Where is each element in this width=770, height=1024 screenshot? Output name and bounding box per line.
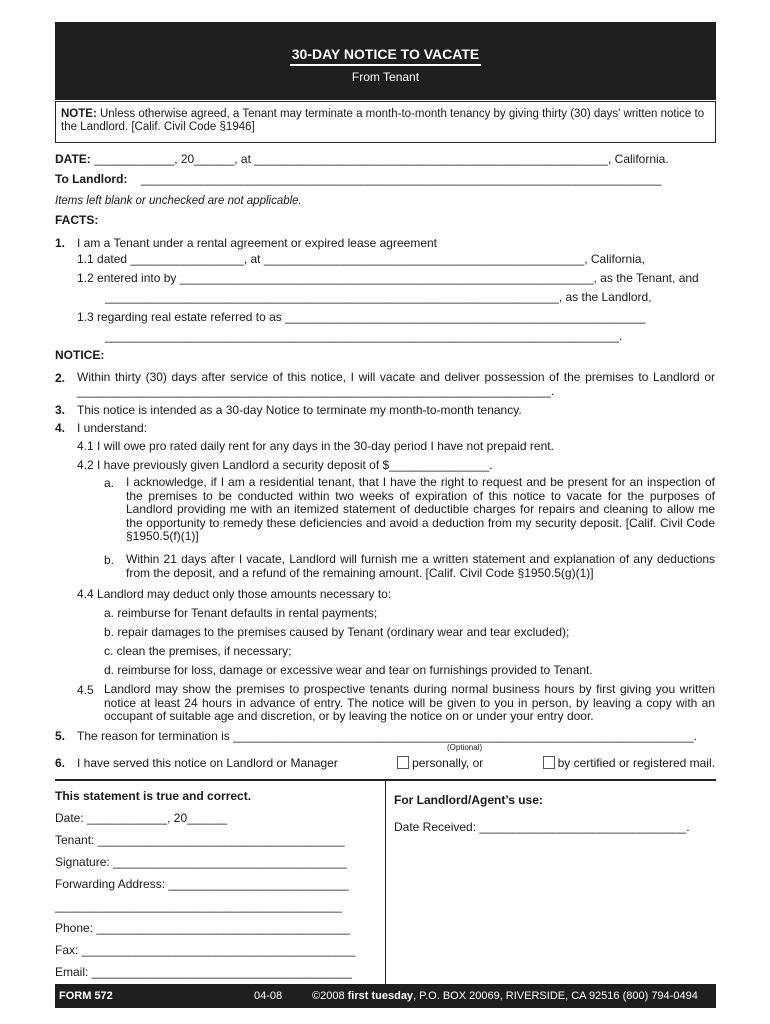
copyright-line: ©2008 first tuesday, P.O. BOX 20069, RIVERSIDE, CA 92516 (800) 794-0494 <box>312 990 698 1002</box>
item-6-row <box>77 756 715 770</box>
form-header <box>55 22 716 100</box>
tenant-field[interactable]: Tenant: _____________________________________ <box>55 833 345 847</box>
item-2-text: Within thirty (30) days after service of this notice, I will vacate and deliver possession of the premises to Landlord or _______________________________________________________________________. <box>77 370 715 398</box>
phone-field[interactable]: Phone: ______________________________________ <box>55 921 350 935</box>
item-2-number: 2. <box>55 371 66 385</box>
item-4-4-c: c. clean the premises, if necessary; <box>104 644 292 658</box>
item-4-5-text: Landlord may show the premises to prospective tenants during normal business hours by first giving you written notice at least 24 hours in advance of entry. The notice will be given to you in person, by leaving a copy with an occupant of suitable age and discretion, or by leaving the notice on or under your entry door. <box>104 682 715 723</box>
item-1-2-entered-field[interactable]: 1.2 entered into by ______________________________________________________________, as the Tenant, and <box>77 271 699 285</box>
item-1-3-property-field[interactable]: 1.3 regarding real estate referred to as ______________________________________________________ <box>77 310 646 324</box>
column-divider <box>385 781 386 984</box>
notice-heading: NOTICE: <box>55 348 105 362</box>
item-4-2-b-text: Within 21 days after I vacate, Landlord will furnish me a written statement and explanation of any deductions from the deposit, and a refund of the remaining amount. [Calif. Civil Code §1950.5(g)(1)] <box>126 552 715 580</box>
certified-mail-checkbox[interactable] <box>543 756 555 769</box>
forwarding-address-field[interactable]: Forwarding Address: ___________________________ <box>55 877 349 891</box>
item-4-number: 4. <box>55 421 66 435</box>
item-4-2-b-letter: b. <box>104 553 115 567</box>
statement-date-field[interactable]: Date: ____________, 20______ <box>55 811 228 825</box>
signature-field[interactable]: Signature: ___________________________________ <box>55 855 347 869</box>
item-4-text: I understand: <box>77 421 148 435</box>
item-4-5-number: 4.5 <box>77 683 94 697</box>
item-1-text: I am a Tenant under a rental agreement or expired lease agreement <box>77 236 437 250</box>
forwarding-address-field-2[interactable]: ___________________________________________ <box>55 899 342 913</box>
item-1-3-property-field-2[interactable]: _____________________________________________________________________________. <box>105 329 623 343</box>
item-1-2-landlord-field[interactable]: ____________________________________________________________________, as the Landlord, <box>105 290 652 304</box>
to-landlord-label: To Landlord: <box>55 172 128 186</box>
item-5-number: 5. <box>55 729 66 743</box>
form-revision-date: 04-08 <box>254 990 283 1002</box>
item-4-4-b: b. repair damages to the premises caused by Tenant (ordinary wear and tear excluded); <box>104 625 570 639</box>
landlord-use-heading: For Landlord/Agent’s use: <box>394 793 543 807</box>
blank-items-note: Items left blank or unchecked are not applicable. <box>55 195 302 207</box>
to-landlord-field[interactable]: ______________________________________________________________________________ <box>141 172 662 186</box>
statement-heading: This statement is true and correct. <box>55 789 252 803</box>
item-5-reason-field[interactable]: The reason for termination is _____________________________________________________________________. <box>77 729 697 743</box>
personally-label: personally, or <box>412 756 484 770</box>
note-box <box>55 101 716 143</box>
item-1-number: 1. <box>55 236 66 250</box>
date-line <box>55 152 669 166</box>
item-4-1-text: 4.1 I will owe pro rated daily rent for any days in the 30-day period I have not prepaid rent. <box>77 439 554 453</box>
date-label: DATE: <box>55 152 91 166</box>
form-title: 30-DAY NOTICE TO VACATE <box>55 46 716 62</box>
date-received-field[interactable]: Date Received: _______________________________. <box>394 820 690 834</box>
certified-mail-label: by certified or registered mail. <box>557 756 715 770</box>
item-4-4-a: a. reimburse for Tenant defaults in rental payments; <box>104 606 378 620</box>
item-1-1-dated-field[interactable]: 1.1 dated _________________, at ________________________________________________, California, <box>77 252 645 266</box>
item-4-2-a-text: I acknowledge, if I am a residential tenant, that I have the right to request and be present for an inspection of the premises to be conducted within two weeks of expiration of this notice to vacate for the purposes of Landlord providing me with an itemized statement of deductible charges for repairs and cleaning to allow me the opportunity to remedy these deficiencies and avoid a deduction from my security deposit. [Calif. Civil Code §1950.5(f)(1)] <box>126 475 715 543</box>
item-3-text: This notice is intended as a 30-day Notice to terminate my month-to-month tenancy. <box>77 403 522 417</box>
email-field[interactable]: Email: _______________________________________ <box>55 965 352 979</box>
date-field[interactable]: ____________, 20______, at _____________________________________________________, California. <box>90 152 669 166</box>
item-3-number: 3. <box>55 403 66 417</box>
form-number: FORM 572 <box>59 990 113 1002</box>
note-text: NOTE: Unless otherwise agreed, a Tenant may terminate a month-to-month tenancy by giving thirty (30) days' written notice to the Landlord. [Calif. Civil Code §1946] <box>61 108 705 133</box>
facts-heading: FACTS: <box>55 213 99 227</box>
item-6-number: 6. <box>55 756 66 770</box>
form-footer <box>55 984 716 1008</box>
item-4-4-text: 4.4 Landlord may deduct only those amounts necessary to: <box>77 587 392 601</box>
optional-label: (Optional) <box>447 743 483 752</box>
item-4-2-deposit-field[interactable]: 4.2 I have previously given Landlord a security deposit of $_______________. <box>77 458 493 472</box>
personally-checkbox[interactable] <box>397 756 409 769</box>
item-4-2-a-letter: a. <box>104 476 115 490</box>
item-6-text: I have served this notice on Landlord or Manager <box>77 756 338 770</box>
fax-field[interactable]: Fax: _________________________________________ <box>55 943 356 957</box>
item-4-4-d: d. reimburse for loss, damage or excessive wear and tear on furnishings provided to Tenant. <box>104 663 593 677</box>
form-subtitle: From Tenant <box>351 70 420 84</box>
company-name: first tuesday <box>347 990 414 1002</box>
